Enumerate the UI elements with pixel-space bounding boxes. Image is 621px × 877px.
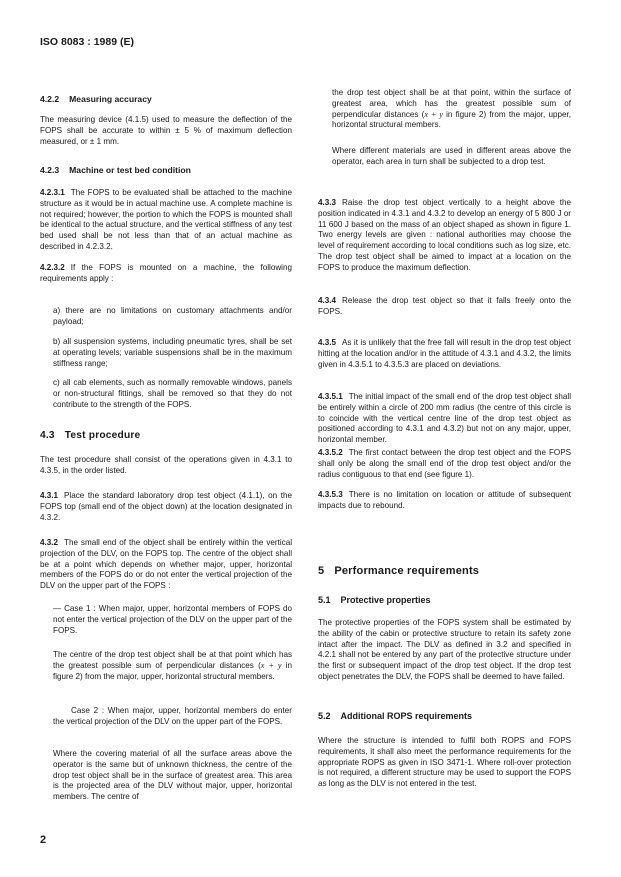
clause-text: The FOPS to be evaluated shall be attached to the machine structure as it would be in actual machine use. A complete machine is not required; however, the portion to which the FOPS is mounted shall be identical to the actual structure, and the vertical stiffness of any test bed used shall be not less than that of an actual machine as described in 4.2.3.2. — [40, 188, 292, 251]
list-item-b: b) all suspension systems, including pneumatic tyres, shall be set at operating levels; variable suspensions shall be in the maximum stiffness range; — [53, 337, 292, 368]
clause-text: The first contact between the drop test object and the FOPS shall only be along the small end of the drop test object and/or the radius contiguous to that end (see figure 1). — [318, 448, 571, 479]
paragraph-4-2-2: The measuring device (4.1.5) used to measure the deflection of the FOPS shall be accurate to within ± 5 % of maximum deflection measured, or ± 1 mm. — [40, 115, 292, 146]
paragraph-4-2-3-1 — [40, 188, 292, 253]
paragraph-4-3-3 — [318, 198, 571, 274]
materials-paragraph: Where different materials are used in different areas above the operator, each area in turn shall be subjected to a drop test. — [332, 146, 571, 166]
paragraph-4-3-2 — [40, 538, 292, 592]
clause-number: 4.3.3 — [318, 198, 337, 207]
section-number: 5 — [318, 565, 325, 577]
paragraph-4-2-3-2 — [40, 263, 292, 285]
paragraph-5-2: Where the structure is intended to fulfil both ROPS and FOPS requirements, it shall also meet the performance requirements for the appropriate ROPS as given in ISO 3471-1. Where roll-over protection is not required, a different structure may be used to support the FOPS as long as the DLV is not entered in the test. — [318, 736, 571, 789]
section-number: 4.3 — [40, 430, 55, 441]
clause-text: As it is unlikely that the free fall will result in the drop test object hitting at the location and/or in the attitude of 4.3.1 and 4.3.2, the limits given in 4.3.5.1 to 4.3.5.3 are placed on deviations. — [318, 338, 571, 369]
clause-number: 4.3.5 — [318, 338, 337, 347]
paragraph-4-3-4 — [318, 296, 571, 318]
document-header: ISO 8083 : 1989 (E) — [40, 36, 134, 48]
heading-4-3 — [40, 430, 292, 441]
clause-text: There is no limitation on location or attitude of subsequent impacts due to rebound. — [318, 490, 571, 510]
clause-text: Release the drop test object so that it falls freely onto the FOPS. — [318, 296, 571, 316]
clause-number: 4.3.2 — [40, 538, 59, 547]
clause-text: The initial impact of the small end of the drop test object shall be entirely within a circle of 200 mm radius (the centre of this circle is to coincide with the vertical centre line of the drop test object as positioned according to 4.3.1 and 4.3.2) but not on any major, upper, horizontal member. — [318, 392, 571, 445]
case-2: Case 2 : When major, upper, horizontal members do enter the vertical projection of the DLV on the upper part of the FOPS. — [53, 706, 292, 726]
clause-number: 4.3.4 — [318, 296, 337, 305]
clause-number: 4.2.3.2 — [40, 263, 65, 272]
heading-5-2 — [318, 711, 571, 721]
case-1-text — [53, 650, 292, 682]
section-title: Test procedure — [64, 430, 141, 441]
section-number: 4.2.2 — [40, 94, 60, 104]
clause-number: 4.3.1 — [40, 491, 59, 500]
text: in figure 2) from the major, upper, horizontal structural members. — [53, 660, 292, 681]
text: in figure 2) from the major, upper, horizontal structural members. — [332, 109, 571, 130]
section-title: Protective properties — [340, 595, 431, 605]
clause-number: 4.3.5.2 — [318, 448, 343, 457]
section-number: 4.2.3 — [40, 165, 60, 175]
clause-number: 4.3.5.3 — [318, 490, 343, 499]
list-item-c: c) all cab elements, such as normally removable windows, panels or non-structural fittings, shall be removed so that they do not contribute to the strength of the FOPS. — [53, 378, 292, 409]
text: The centre of the drop test object shall be at that point which has the greatest possible sum of perpendicular distances ( — [53, 650, 292, 670]
clause-text: Place the standard laboratory drop test object (4.1.1), on the FOPS top (small end of the object down) at the location designated in 4.3.2. — [40, 491, 292, 522]
clause-number: 4.3.5.1 — [318, 392, 343, 401]
paragraph-5-1: The protective properties of the FOPS system shall be estimated by the ability of the cabin or protective structure to retain its safety zone intact after the impact. The DLV as defined in 3.2 and specified in 4.2.1 shall not be entered by any part of the protective structure under the first or subsequent impact of the drop test object. If the drop test object penetrates the DLV, the FOPS shall be deemed to have failed. — [318, 618, 571, 681]
clause-text: If the FOPS is mounted on a machine, the following requirements apply : — [40, 263, 292, 283]
continued-paragraph — [332, 88, 571, 131]
section-title: Machine or test bed condition — [69, 165, 191, 175]
paragraph-4-3-5-3 — [318, 490, 571, 512]
formula: x + y — [424, 109, 443, 119]
clause-text: Raise the drop test object vertically to a height above the position indicated in 4.3.1 and 4.3.2 to develop an energy of 5 800 J or 11 600 J based on the mass of an object shaped as shown in figure 1. Two energy levels are given : national authorities may choose the level of requirement according to local conditions such as log size, etc. The drop test object shall be aimed to impact at a location on the FOPS to produce the maximum deflection. — [318, 198, 571, 272]
paragraph-4-3-5-2 — [318, 448, 571, 480]
heading-5 — [318, 565, 571, 577]
heading-5-1 — [318, 595, 571, 605]
page-number: 2 — [40, 834, 47, 846]
heading-4-2-3 — [40, 165, 292, 175]
paragraph-4-3-5 — [318, 338, 571, 370]
case-1: — Case 1 : When major, upper, horizontal members of FOPS do not enter the vertical projection of the DLV on the upper part of the FOPS. — [53, 604, 292, 635]
heading-4-2-2 — [40, 94, 292, 104]
clause-text: The small end of the object shall be entirely within the vertical projection of the DLV, on the FOPS top. The centre of the object shall be at a point which depends on whether major, upper, horizontal members of the FOPS do or do not enter the vertical projection of the DLV on the upper part of the FOPS : — [40, 538, 292, 591]
text: the drop test object shall be at that point, within the surface of greatest area, which has the greatest possible sum of perpendicular distances ( — [332, 88, 571, 119]
section-number: 5.2 — [318, 711, 331, 721]
list-item-a: a) there are no limitations on customary attachments and/or payload; — [53, 306, 292, 326]
formula: x + y — [260, 660, 282, 670]
paragraph-4-3-5-1 — [318, 392, 571, 446]
paragraph-4-3: The test procedure shall consist of the operations given in 4.3.1 to 4.3.5, in the order listed. — [40, 455, 292, 475]
section-title: Additional ROPS requirements — [340, 711, 473, 721]
covering-paragraph: Where the covering material of all the surface areas above the operator is the same but of unknown thickness, the centre of the drop test object shall be in the surface of greatest area. This area is the projected area of the DLV without major, upper, horizontal members. The centre of — [53, 749, 292, 802]
section-title: Performance requirements — [334, 565, 480, 577]
clause-number: 4.2.3.1 — [40, 188, 65, 197]
section-title: Measuring accuracy — [69, 94, 152, 104]
section-number: 5.1 — [318, 595, 331, 605]
paragraph-4-3-1 — [40, 491, 292, 523]
